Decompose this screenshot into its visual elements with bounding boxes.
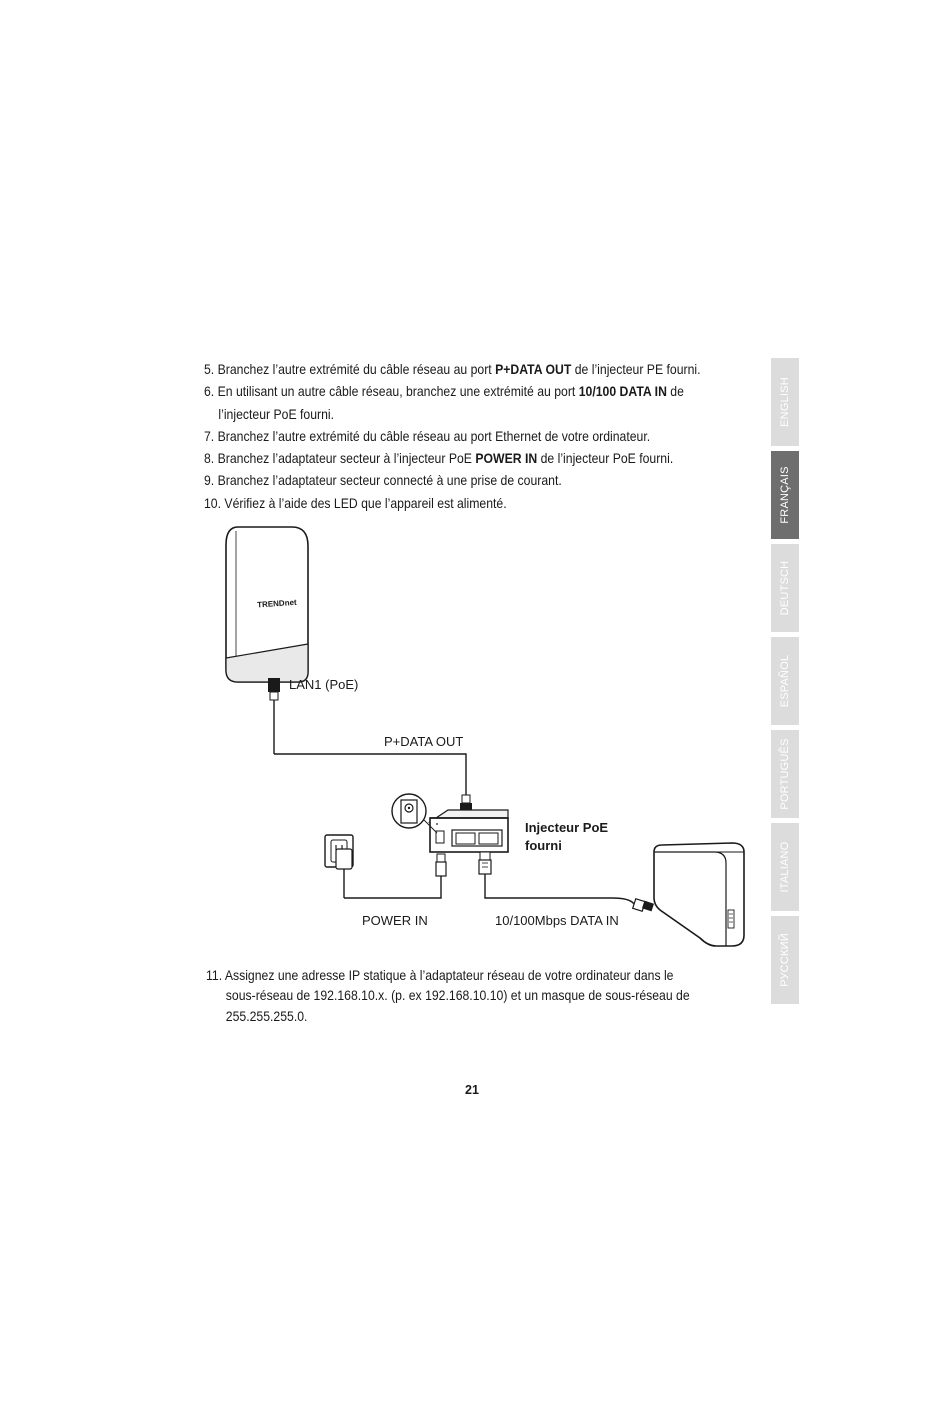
tab-portugues[interactable] xyxy=(771,730,799,818)
tab-label: ITALIANO xyxy=(779,841,791,893)
dc-plug-icon xyxy=(436,854,446,876)
data-in-connector-icon xyxy=(479,852,491,874)
pdata-cable xyxy=(274,754,466,795)
step-6: 6. En utilisant un autre câble réseau, branchez une extrémité au port 10/100 DATA IN de l’injecteur PoE fourni. xyxy=(204,384,684,422)
poe-injector xyxy=(430,810,508,852)
access-point-device xyxy=(226,527,308,682)
step-11 xyxy=(206,966,766,1027)
tab-label: FRANÇAIS xyxy=(779,466,791,524)
tab-espanol[interactable] xyxy=(771,637,799,725)
step-11-line3: 255.255.255.0. xyxy=(225,1008,308,1024)
data-in-label: 10/100Mbps DATA IN xyxy=(495,913,619,928)
computer-icon xyxy=(654,843,744,946)
tab-label: РУССКИЙ xyxy=(779,933,791,987)
pdata-out-label: P+DATA OUT xyxy=(384,734,464,749)
tab-label: PORTUGUÊS xyxy=(779,738,791,810)
step-11-line2: sous-réseau de 192.168.10.x. (p. ex 192.168.10.10) et un masque de sous-réseau de xyxy=(225,988,690,1004)
power-cable xyxy=(344,876,441,898)
injector-label-line2: fourni xyxy=(525,838,562,853)
power-in-label: POWER IN xyxy=(362,913,428,928)
power-outlet-icon xyxy=(325,835,353,898)
pc-ethernet-connector-icon xyxy=(633,899,654,912)
lan-port-label: LAN1 (PoE) xyxy=(289,677,359,692)
tab-label: ESPAÑOL xyxy=(779,654,791,708)
lan-connector-icon xyxy=(268,678,280,754)
tab-italiano[interactable] xyxy=(771,823,799,911)
tab-deutsch[interactable] xyxy=(771,544,799,632)
tab-francais[interactable] xyxy=(771,451,799,539)
injector-label-line1: Injecteur PoE xyxy=(525,820,609,835)
step-8: 8. Branchez l’adaptateur secteur à l’injecteur PoE POWER IN de l’injecteur PoE fourni. xyxy=(204,451,674,467)
tab-russian[interactable] xyxy=(771,916,799,1004)
step-10: 10. Vérifiez à l’aide des LED que l’appareil est alimenté. xyxy=(204,495,507,511)
tab-english[interactable] xyxy=(771,358,799,446)
step-11-line1: 11. Assignez une adresse IP statique à l’adaptateur réseau de votre ordinateur dans le xyxy=(206,968,674,983)
device-brand-label: TRENDnet xyxy=(256,597,297,610)
step-5: 5. Branchez l’autre extrémité du câble réseau au port P+DATA OUT de l’injecteur PE fourni. xyxy=(204,362,701,377)
step-9: 9. Branchez l’adaptateur secteur connecté à une prise de courant. xyxy=(204,473,562,489)
page-number: 21 xyxy=(465,1083,479,1097)
tab-label: DEUTSCH xyxy=(779,560,791,616)
step-7: 7. Branchez l’autre extrémité du câble réseau au port Ethernet de votre ordinateur. xyxy=(204,428,651,444)
tab-label: ENGLISH xyxy=(779,377,791,427)
data-cable xyxy=(485,874,634,904)
